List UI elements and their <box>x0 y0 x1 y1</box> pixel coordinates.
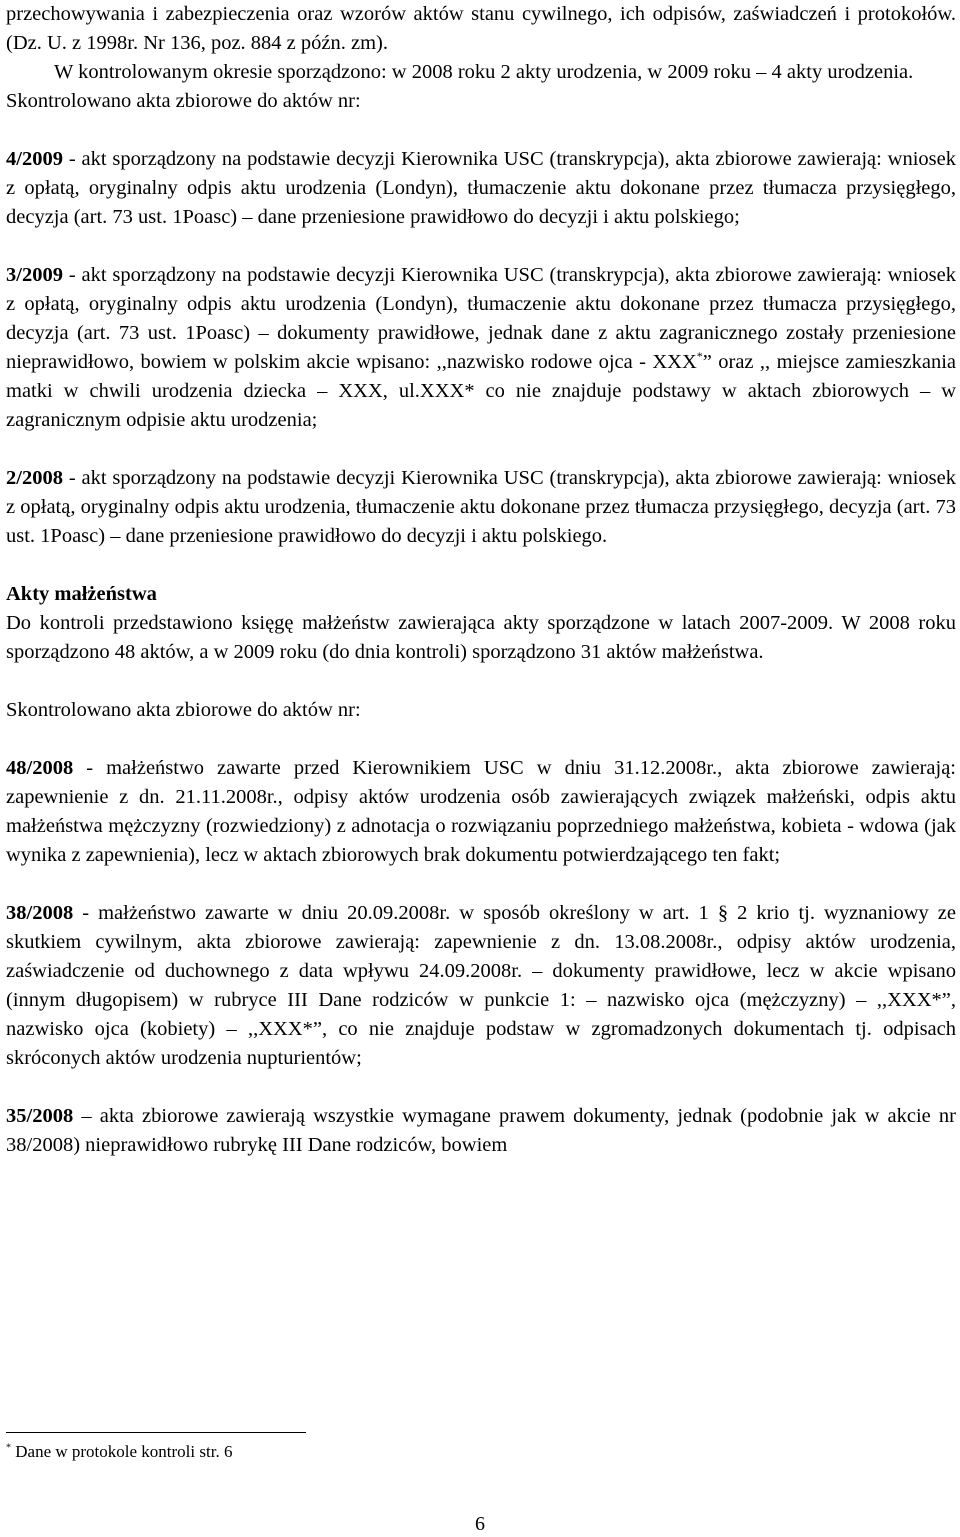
marriage-record-entry <box>6 754 956 870</box>
birth-record-entry <box>6 145 956 232</box>
record-number: 2/2008 <box>6 467 63 489</box>
record-number: 38/2008 <box>6 902 74 924</box>
footnote-mark: * <box>6 1442 11 1454</box>
record-text-continued: ” oraz ,, miejsce zamieszkania matki w chwili urodzenia dziecka – XXX, ul.XXX* co nie znajduje podstawy w aktach zbiorowych – w zagranicznym odpisie aktu urodzenia; <box>6 351 956 431</box>
marriage-checked-label: Skontrolowano akta zbiorowe do aktów nr: <box>6 699 361 721</box>
record-number: 48/2008 <box>6 757 74 779</box>
birth-record-entry <box>6 261 956 435</box>
record-text: - akt sporządzony na podstawie decyzji Kierownika USC (transkrypcja), akta zbiorowe zawierają: wniosek z opłatą, oryginalny odpis aktu urodzenia (Londyn), tłumaczenie aktu dokonane przez tłumacza przysięgłego, decyzja (art. 73 ust. 1Poasc) – dokumenty prawidłowe, jednak dane z aktu zagranicznego zostały przeniesione nieprawidłowo, bowiem w polskim akcie wpisano: ,,nazwisko rodowe ojca - XXX <box>6 264 956 373</box>
record-text: - akt sporządzony na podstawie decyzji Kierownika USC (transkrypcja), akta zbiorowe zawierają: wniosek z opłatą, oryginalny odpis aktu urodzenia, tłumaczenie aktu dokonane przez tłumacza przysięgłego, decyzja (art. 73 ust. 1Poasc) – dane przeniesione prawidłowo do decyzji i aktu polskiego. <box>6 467 956 547</box>
marriage-intro: Do kontroli przedstawiono księgę małżeństw zawierająca akty sporządzone w latach 2007-2009. W 2008 roku sporządzono 48 aktów, a w 2009 roku (do dnia kontroli) sporządzono 31 aktów małżeństwa. <box>6 612 956 663</box>
births-checked-label: Skontrolowano akta zbiorowe do aktów nr: <box>6 90 361 112</box>
record-text: – akta zbiorowe zawierają wszystkie wymagane prawem dokumenty, jednak (podobnie jak w akcie nr 38/2008) nieprawidłowo rubrykę III Dane rodziców, bowiem <box>6 1105 956 1156</box>
intro-paragraph: przechowywania i zabezpieczenia oraz wzorów aktów stanu cywilnego, ich odpisów, zaświadczeń i protokołów.(Dz. U. z 1998r. Nr 136, poz. 884 z późn. zm). <box>6 3 956 54</box>
footnote <box>6 1441 232 1463</box>
record-number: 3/2009 <box>6 264 63 286</box>
page-number: 6 <box>475 1513 485 1535</box>
record-number: 4/2009 <box>6 148 63 170</box>
births-summary: W kontrolowanym okresie sporządzono: w 2008 roku 2 akty urodzenia, w 2009 roku – 4 akty urodzenia. <box>54 61 914 83</box>
record-number: 35/2008 <box>6 1105 74 1127</box>
marriage-record-entry <box>6 899 956 1073</box>
record-text: - małżeństwo zawarte przed Kierownikiem USC w dniu 31.12.2008r., akta zbiorowe zawierają: zapewnienie z dn. 21.11.2008r., odpisy aktów urodzenia osób zawierających związek małżeński, odpis aktu małżeństwa mężczyzny (rozwiedziony) z adnotacja o rozwiązaniu poprzedniego małżeństwa, kobieta - wdowa (jak wynika z zapewnienia), lecz w aktach zbiorowych brak dokumentu potwierdzającego ten fakt; <box>6 757 956 866</box>
record-text: - akt sporządzony na podstawie decyzji Kierownika USC (transkrypcja), akta zbiorowe zawierają: wniosek z opłatą, oryginalny odpis aktu urodzenia (Londyn), tłumaczenie aktu dokonane przez tłumacza przysięgłego, decyzja (art. 73 ust. 1Poasc) – dane przeniesione prawidłowo do decyzji i aktu polskiego; <box>6 148 956 228</box>
document-page <box>6 0 956 1160</box>
birth-record-entry <box>6 464 956 551</box>
marriage-heading: Akty małżeństwa <box>6 583 157 605</box>
record-text: - małżeństwo zawarte w dniu 20.09.2008r. w sposób określony w art. 1 § 2 krio tj. wyznaniowy ze skutkiem cywilnym, akta zbiorowe zawierają: zapewnienie z dn. 13.08.2008r., odpisy aktów urodzenia, zaświadczenie od duchownego z data wpływu 24.09.2008r. – dokumenty prawidłowe, lecz w akcie wpisano (innym długopisem) w rubryce III Dane rodziców w punkcie 1: – nazwisko ojca (mężczyzny) – ,,XXX*”, nazwisko ojca (kobiety) – ,,XXX*”, co nie znajduje podstaw w zgromadzonych dokumentach tj. odpisach skróconych aktów urodzenia nupturientów; <box>6 902 956 1069</box>
footnote-marker: * <box>696 349 703 364</box>
footnote-divider <box>6 1432 306 1433</box>
marriage-record-entry <box>6 1102 956 1160</box>
section-heading <box>6 580 956 609</box>
footnote-text: Dane w protokole kontroli str. 6 <box>11 1442 233 1461</box>
